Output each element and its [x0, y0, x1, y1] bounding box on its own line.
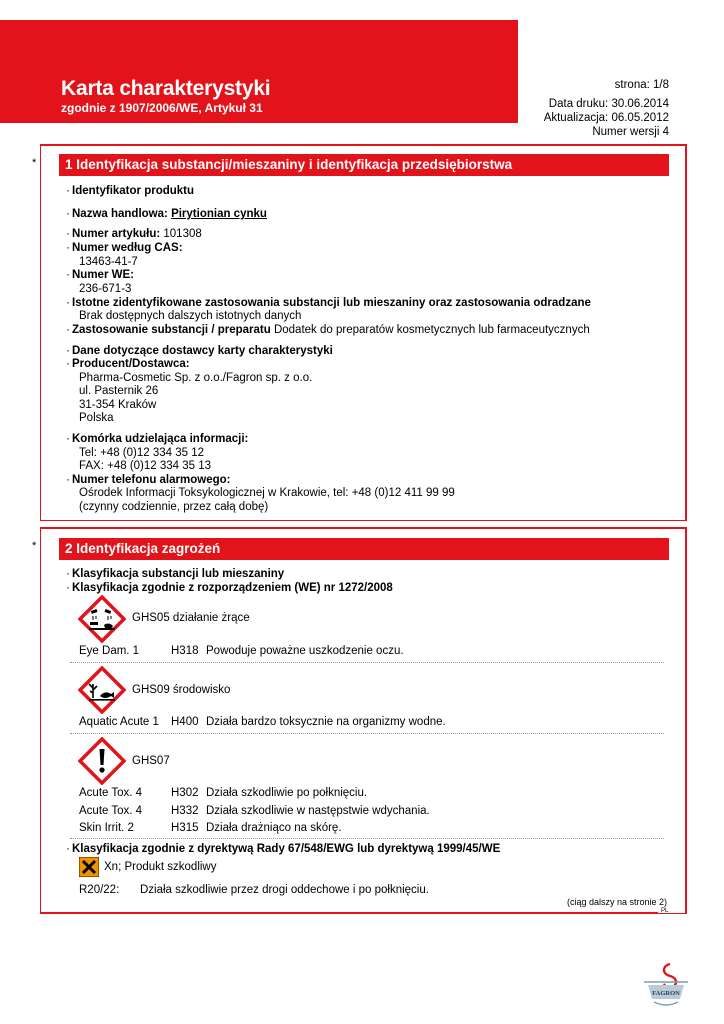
application-row	[72, 323, 590, 337]
revision-star: *	[32, 157, 37, 169]
emergency-label: · Numer telefonu alarmowego:	[72, 473, 230, 487]
info-tel: Tel: +48 (0)12 334 35 12	[79, 447, 204, 459]
version-number: Numer wersji 4	[592, 126, 669, 138]
hazard-statement: Powoduje poważne uszkodzenie oczu.	[206, 645, 404, 657]
fagron-logo	[640, 960, 692, 1016]
hazard-code: H302	[171, 787, 199, 799]
ghs07-exclamation-icon	[78, 737, 126, 785]
document-title: Karta charakterystyki	[61, 77, 271, 100]
directive-label: · Klasyfikacja zgodnie z dyrektywą Rady 67/548/EWG lub dyrektywą 1999/45/WE	[72, 842, 500, 856]
continued-note: (ciąg dalszy na stronie 2)	[566, 897, 667, 907]
hazard-statement: Działa drażniąco na skórę.	[206, 822, 342, 834]
application-text: Dodatek do preparatów kosmetycznych lub farmaceutycznych	[273, 324, 590, 336]
hazard-category: Acute Tox. 4	[79, 805, 143, 817]
section-2-heading: 2 Identyfikacja zagrożeń	[59, 538, 669, 560]
supplier-details: · Dane dotyczące dostawcy karty charakterystyki	[72, 344, 333, 358]
article-number: 101308	[163, 228, 202, 240]
hazard-statement: Działa szkodliwie po połknięciu.	[206, 787, 368, 799]
application-label: Zastosowanie substancji / preparatu	[72, 324, 271, 336]
article-row	[72, 227, 202, 241]
info-label: · Komórka udzielająca informacji:	[72, 432, 248, 446]
hazard-category: Eye Dam. 1	[79, 645, 140, 657]
hazard-code: H332	[171, 805, 199, 817]
dotted-divider	[70, 838, 664, 839]
page-number: strona: 1/8	[614, 79, 669, 91]
revision-star: *	[32, 540, 37, 552]
language-code: PL	[661, 908, 669, 914]
logo-text: FAGRON	[652, 990, 680, 997]
hazard-code: H400	[171, 716, 199, 728]
section-1-heading: 1 Identyfikacja substancji/mieszaniny i identyfikacja przedsiębiorstwa	[59, 154, 669, 176]
ghs09-label: GHS09 środowisko	[132, 684, 231, 696]
trade-name: Pirytionian cynku	[171, 208, 267, 220]
r-statement: Działa szkodliwie przez drogi oddechowe i po połknięciu.	[140, 884, 429, 896]
product-identifier: · Identyfikator produktu	[72, 184, 194, 198]
hazard-statement: Działa szkodliwie w następstwie wdychania.	[206, 805, 430, 817]
document-subtitle: zgodnie z 1907/2006/WE, Artykuł 31	[61, 101, 263, 115]
producer-line: ul. Pasternik 26	[79, 385, 159, 397]
trade-name-label: Nazwa handlowa:	[72, 208, 168, 220]
ghs07-label: GHS07	[132, 755, 170, 767]
print-date: Data druku: 30.06.2014	[548, 98, 669, 110]
regulation-label: · Klasyfikacja zgodnie z rozporządzeniem (WE) nr 1272/2008	[72, 581, 393, 595]
dotted-divider	[70, 733, 664, 734]
emergency-text: Ośrodek Informacji Toksykologicznej w Krakowie, tel: +48 (0)12 411 99 99	[79, 487, 455, 499]
emergency-note: (czynny codziennie, przez całą dobę)	[79, 501, 269, 513]
cas-label: · Numer według CAS:	[72, 241, 183, 255]
ghs05-corrosion-icon	[78, 595, 126, 643]
hazard-category: Skin Irrit. 2	[79, 822, 134, 834]
hazard-code: H315	[171, 822, 199, 834]
cas-number: 13463-41-7	[79, 256, 138, 268]
hazard-category: Aquatic Acute 1	[79, 716, 159, 728]
producer-line: Polska	[79, 412, 114, 424]
ghs05-label: GHS05 działanie żrące	[132, 612, 250, 624]
footer-rule	[40, 912, 658, 913]
producer-line: 31-354 Kraków	[79, 399, 157, 411]
update-date: Aktualizacja: 06.05.2012	[543, 112, 669, 124]
r-code: R20/22:	[79, 884, 120, 896]
hazard-category: Acute Tox. 4	[79, 787, 143, 799]
xn-label: Xn; Produkt szkodliwy	[104, 861, 217, 873]
uses-label: · Istotne zidentyfikowane zastosowania substancji lub mieszaniny oraz zastosowania odradzane	[72, 296, 591, 310]
we-number: 236-671-3	[79, 283, 132, 295]
ghs09-environment-icon	[78, 666, 126, 714]
classification-label: · Klasyfikacja substancji lub mieszaniny	[72, 567, 284, 581]
trade-name-row	[72, 207, 267, 221]
xn-harmful-icon	[79, 857, 99, 877]
dotted-divider	[70, 662, 664, 663]
hazard-statement: Działa bardzo toksycznie na organizmy wodne.	[206, 716, 446, 728]
hazard-code: H318	[171, 645, 199, 657]
uses-text: Brak dostępnych dalszych istotnych danych	[79, 310, 302, 322]
we-label: · Numer WE:	[72, 268, 134, 282]
producer-label: · Producent/Dostawca:	[72, 357, 190, 371]
producer-line: Pharma-Cosmetic Sp. z o.o./Fagron sp. z o.o.	[79, 372, 313, 384]
article-label: Numer artykułu:	[72, 228, 161, 240]
info-fax: FAX: +48 (0)12 334 35 13	[79, 460, 212, 472]
